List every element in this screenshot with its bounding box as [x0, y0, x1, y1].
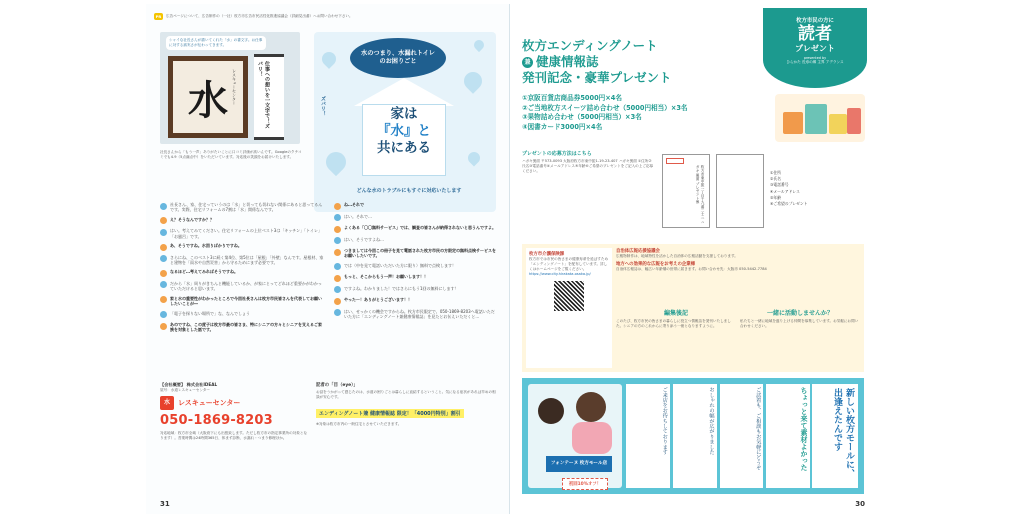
qa-item: [160, 322, 324, 333]
side-note: ズバリ！: [320, 96, 326, 116]
editor-foot: ※対象は枚方市内の一般住宅とさせていただきます。: [316, 422, 402, 426]
interviewer-avatar-icon: [334, 298, 341, 305]
editors-note: 編集後記 このたび、枚方市民の皆さまの暮らしに役立つ情報誌を発刊いたしました。シニアの方のこれからに寄り添う一冊となりますように。: [616, 310, 731, 328]
pr-badge: PR: [155, 13, 162, 19]
qa-column-right: [334, 202, 498, 324]
qa-item: [160, 228, 324, 239]
house-icon: [348, 78, 460, 178]
qa-text: はい、そうですよね…: [344, 236, 384, 242]
postcard-field: ②氏名: [770, 176, 781, 182]
president-avatar-icon: [334, 286, 341, 293]
badge-sponsors: ひらかた 長寿の郷 主界 アデランス: [786, 60, 844, 64]
logo-name: レスキューセンター: [178, 399, 241, 407]
interviewer-avatar-icon: [160, 296, 167, 303]
president-avatar-icon: [334, 214, 341, 221]
editor-head: 記者の「目（eye）」: [316, 383, 358, 388]
person-icon: [538, 398, 564, 424]
water-drop-icon: [466, 150, 483, 167]
qa-item: [334, 297, 498, 305]
qa-text: あのですね、この度子は枚方市最の皆さま、特にシニアの方々とシニアを支えるご家族を対象とした話です。: [170, 322, 322, 333]
company-head: 【会社概要】 株式会社IDEAL: [160, 382, 218, 387]
apply-text: ハガキ裏面 〒573-0093 大阪府枚方市東中振1-19-23-407 ハガキ裏面 ①住所②氏名③電話番号④メールアドレス⑤年齢⑥ご希望のプレゼントをご記入の上ご応募ください。: [522, 159, 654, 173]
gift-icon: [829, 114, 847, 134]
qa-text: え？そうなんですか？？: [170, 216, 214, 222]
qa-item: [334, 225, 498, 233]
reader-present-badge: [763, 8, 867, 88]
qa-text: 「電子を探りない場所で」な、なんでしょう: [170, 310, 250, 316]
hero-lead: 水のつまり、水漏れトイレのお困りごと: [350, 38, 446, 78]
water-drop-icon: [460, 68, 485, 93]
qa-item: [334, 214, 498, 222]
qa-item: [334, 309, 498, 320]
prize-item: ②ご当地枚方スイーツ詰め合わせ（5000円相当）×3名: [522, 103, 688, 112]
calligraphy-frame: [168, 56, 248, 138]
water-drop-icon: [322, 148, 350, 176]
qa-text: あ、そうですね。水回りばかりですね。: [170, 243, 242, 249]
apply-section: [522, 150, 862, 238]
president-avatar-icon: [334, 237, 341, 244]
interviewer-avatar-icon: [160, 217, 167, 224]
badge-by: presented by: [803, 56, 827, 60]
calligraphy-kanji: 水: [188, 76, 228, 124]
info-left-body: 枚方市では市民の皆さまの健康寿命を延ばすため「エンディングノート」を配布しています。詳しくはホームページをご覧ください。: [529, 257, 609, 271]
qa-item: [160, 269, 324, 277]
info-right-title-1: 自治体広報応援協議会: [616, 249, 660, 254]
title-line-1: 枚方エンディングノート: [522, 38, 658, 53]
president-avatar-icon: [160, 281, 167, 288]
title-line-2: 兼 健康情報誌: [522, 54, 752, 70]
gift-icon: [847, 108, 861, 134]
info-url[interactable]: https://www.city.hirakata.osaka.jp/: [529, 272, 591, 276]
left-page: [146, 4, 510, 514]
interviewer-avatar-icon: [334, 275, 341, 282]
info-right-body-1: 広報物制作は、地域特性を活かした自治体の広報活動を支援しております。: [616, 254, 738, 258]
ken-badge: 兼: [522, 57, 533, 68]
info-columns: [616, 308, 860, 368]
water-drop-icon: [472, 38, 486, 52]
phone-number[interactable]: 050-1869-8203: [160, 413, 273, 428]
frame-signature: レスキューセンター: [232, 69, 237, 105]
mall-logo: フォンテーヌ 枚方モール店: [546, 456, 612, 472]
water-drop-icon: [319, 49, 339, 69]
qa-text: よくある「〇〇無料サービス」では、調査の皆さんが納得されないと思うんですよ。: [344, 225, 496, 230]
prize-item: ③果物詰め合わせ（5000円相当）×3名: [522, 113, 642, 122]
ad-notice: [154, 12, 494, 20]
editor-body: お話をうかがって感じたのは、水道の困りごとは暮らしに直結するということ。気になる症状があれば早めの相談が安心です。: [316, 390, 496, 399]
qa-text: なるほど…考えてみればそうですね。: [170, 269, 238, 275]
gift-icon: [805, 104, 827, 134]
person-icon: [576, 392, 606, 422]
intro-text: 社長さんから「もう一声」ありがたいことに口コミ評価が高いんです。Googleのクチコミでも4.9（5点満点中）をいただいています。対応後の笑顔をお届けいたします。: [160, 150, 302, 159]
president-avatar-icon: [334, 309, 341, 316]
qa-column-left: [160, 202, 324, 337]
info-band: [522, 244, 864, 372]
postcard-front: 枚方市東中振一丁目十九番二十三 ハガキ 裏面 プレゼント係: [662, 154, 710, 228]
interviewer-avatar-icon: [160, 244, 167, 251]
coupon: 初回10%オフ！: [562, 478, 608, 490]
calligraphy-photo: [160, 32, 300, 144]
qa-text: 社長さん、家、住宅っていうのは「水」と切っても切れない関係にあると思ってるんです。実際、住宅リフォームの7割は「水」関係なんです。: [170, 202, 323, 213]
editor-column: [316, 382, 496, 494]
qa-item: [160, 217, 324, 225]
interviewer-avatar-icon: [160, 323, 167, 330]
page-number-right: 30: [855, 500, 865, 508]
present-title: [522, 38, 752, 86]
company-logo: [160, 396, 310, 410]
discount-ribbon: エンディングノート兼 健康情報誌 限定！「4000円特別」割引: [316, 409, 464, 418]
interviewer-avatar-icon: [160, 270, 167, 277]
postcard-back: [716, 154, 764, 228]
interviewer-avatar-icon: [334, 203, 341, 210]
badge-present: プレゼント: [795, 44, 835, 53]
mall-staff-photo: [528, 384, 622, 488]
title-line-3: 発刊記念・豪華プレゼント: [522, 70, 672, 85]
qa-item: [334, 263, 498, 271]
qa-item: [334, 274, 498, 282]
magazine-spread: [146, 4, 879, 514]
mall-copy-column: ちょっと来て素材よかった: [766, 384, 810, 488]
president-avatar-icon: [160, 311, 167, 318]
gift-boxes-illustration: [775, 94, 865, 142]
qa-item: [334, 286, 498, 294]
mall-title: 新しい枚方モールに、出逢えたんです: [812, 384, 858, 488]
president-avatar-icon: [160, 203, 167, 210]
qa-item: [334, 248, 498, 259]
mall-copy-column: おしゃれの幅が広がりました: [673, 384, 717, 488]
info-right-body-2: 自治体広報誌は、幅広い年齢層の世帯に届きます。お問い合わせ先：大阪市 050-5442-7784: [616, 267, 767, 271]
postcard-fields-list: [770, 170, 854, 207]
president-avatar-icon: [160, 229, 167, 236]
qa-text: では〈中を見て電話いただいた方に限り〉無料で点検します！: [344, 262, 456, 268]
info-left-box: [526, 248, 612, 368]
qa-item: [160, 311, 324, 319]
badge-main: 読者: [798, 24, 832, 44]
mall-copy-column: ご試着も、ご相談もお気軽にどうぞ: [720, 384, 764, 488]
qa-text: やったー！ありがとうございます！！: [344, 297, 412, 303]
postcard-field: ⑥ご希望のプレゼント: [770, 201, 808, 207]
qa-item: [160, 255, 324, 266]
prize-item: ①京阪百貨店商品券5000円×4名: [522, 94, 622, 102]
qa-text: はい、せっかくの機会ですからね。枚方市民限定で、050-1869-8203へ電話いただいた方に「エンディングノート兼健康情報誌」を見たとお伝えいただくと…: [344, 308, 495, 320]
company-info: [160, 382, 310, 494]
gift-icon: [783, 112, 803, 134]
qa-item: [160, 281, 324, 292]
interviewer-avatar-icon: [334, 226, 341, 233]
qa-text: はい。それで…: [344, 213, 372, 219]
page-number-left: 31: [160, 500, 170, 508]
qa-text: ね…それで: [344, 202, 364, 207]
prize-item: ④図書カード3000円×4名: [522, 122, 603, 131]
qa-text: ですよね。わかりました！ではさらにもう1回の無料にします！: [344, 285, 459, 291]
qa-item: [160, 296, 324, 307]
qa-item: [160, 243, 324, 251]
qa-text: もっと、そこからもう一声！お願いします！！: [344, 274, 428, 280]
qa-text: はい。考えてみてください。住宅リフォームの上位ベスト3は「キッチン」「トイレ」「お風呂」です。: [170, 228, 322, 239]
qa-item: [160, 202, 324, 213]
info-left-title: 枚方市介護保険課: [529, 252, 565, 257]
hero-illustration: [314, 32, 496, 212]
badge-sub: 枚方市民の方に: [796, 18, 834, 24]
interviewer-avatar-icon: [334, 249, 341, 256]
qa-item: [334, 202, 498, 210]
president-avatar-icon: [334, 263, 341, 270]
mall-copy-column: ご来店をお待ちしております: [626, 384, 670, 488]
hero-foot: どんな水のトラブルにもすぐに対応いたします: [356, 188, 462, 194]
info-right-box: [616, 248, 860, 306]
postcard-field: ③電話番号: [770, 182, 789, 188]
scroll-text: 仕事への想いを一文字で！ズバリ！: [257, 61, 270, 129]
photo-caption: シャイな社長さんが描いてくれた「水」の書文字。お仕事に対する誠実さが伝わってきます。: [166, 36, 266, 50]
logo-mark: 水: [160, 396, 174, 410]
qa-text: さらにね、このベスト3に続く第4位、第5位は「屋根」「外壁」なんです。屋根材、家と建物を「雨水や自然災害」から守るためにまず必要です。: [170, 254, 324, 266]
mall-copy-columns: [626, 384, 810, 488]
qa-text: だから「水」周りがきちんと機能しているか、が家にとってどれほど重要かがわかっていただけると思います。: [170, 280, 322, 292]
qa-interview: [160, 202, 500, 380]
mall-ad: [522, 378, 864, 494]
right-page: [510, 4, 879, 514]
hanging-scroll: [254, 54, 284, 140]
postcard-field: ⑤年齢: [770, 194, 781, 200]
house-headline: 家は 『水』と 共にある: [377, 106, 431, 156]
ad-notice-text: 広告ページについて、広告制作の（一社）枚方市広告市民活性化推進協議会（詳細見出番）へお問い合わせ下さい。: [166, 13, 353, 18]
president-avatar-icon: [160, 255, 167, 262]
person-icon: [572, 422, 612, 454]
company-body: 対応地域：枚方市全域（大阪府下にも出張致します。ただし枚方市の指定事業所の対象となります）。営業時間は24時間365日、休まず診断、水漏れ・つまり修理ほか。: [160, 431, 308, 440]
company-sub: 屋号：水道レスキューセンター: [160, 388, 210, 392]
join-us: 一緒に活動しませんか？ 私たちと一緒に地域を盛り上げる仲間を募集しています。お気軽にお問い合わせください。: [740, 310, 859, 328]
postcard-field: ④メールアドレス: [770, 188, 800, 194]
qa-text: 家と水の重要性がわかったところで今回社長さんは枚方市民皆さんを代表してお願いしたいことが―: [170, 295, 322, 307]
qa-item: [334, 237, 498, 245]
postcard-field: ①住所: [770, 170, 781, 175]
info-right-title-2: 地方への効果的な広報をお考えの企業様: [616, 262, 696, 267]
qr-code-icon[interactable]: [554, 281, 584, 311]
qa-text: つきましては今回この冊子を見て電話された枚方市民の方限定の無料点検サービスをお願いしたいです。: [344, 248, 496, 259]
apply-head: プレゼントの応募方法はこちら: [522, 151, 592, 157]
